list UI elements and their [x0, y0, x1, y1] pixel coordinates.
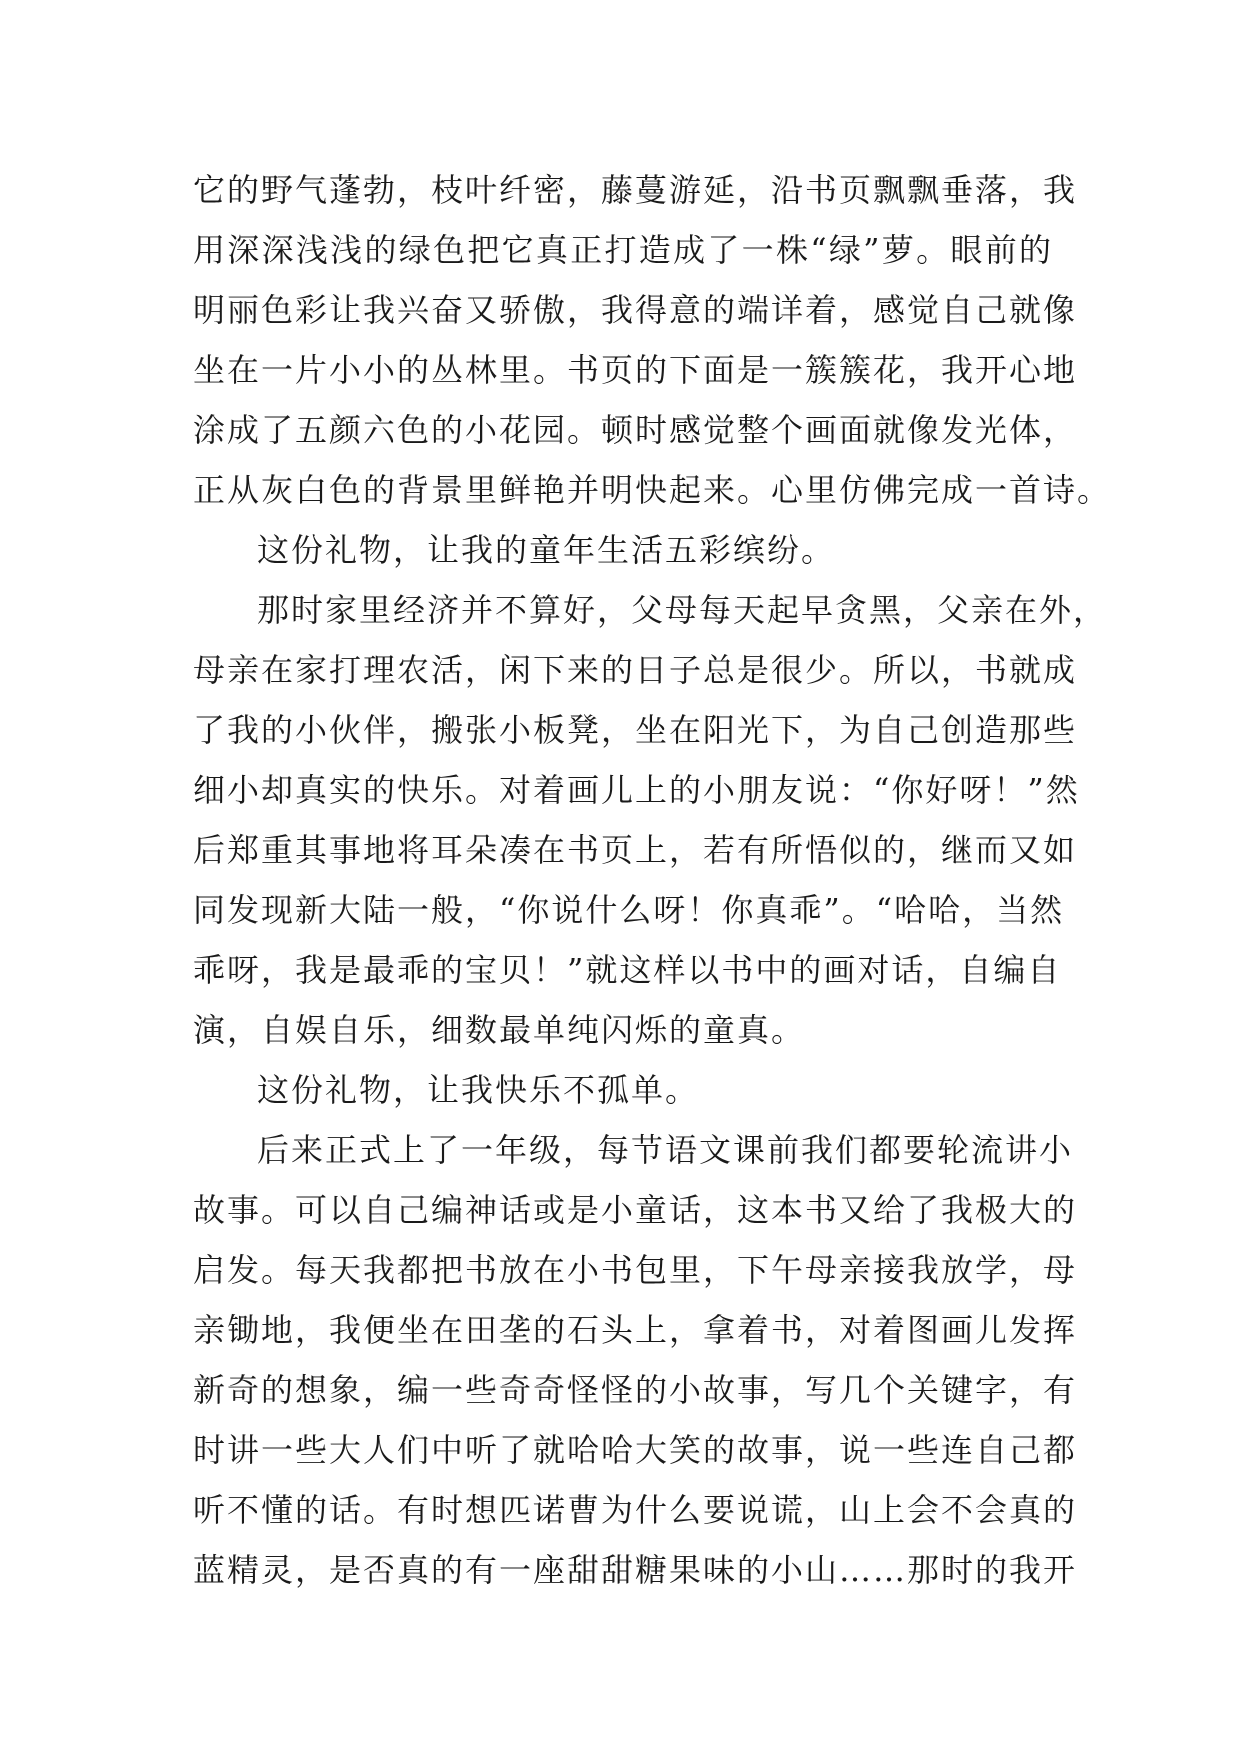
text-line: 后来正式上了一年级，每节语文课前我们都要轮流讲小 [257, 1131, 1074, 1169]
text-line: 它的野气蓬勃，枝叶纤密，藤蔓游延，沿书页飘飘垂落，我 [193, 171, 1078, 209]
text-line: 同发现新大陆一般，“你说什么呀！你真乖”。“哈哈，当然 [193, 891, 1065, 929]
text-line: 听不懂的话。有时想匹诺曹为什么要说谎，山上会不会真的 [193, 1491, 1078, 1529]
text-line: 了我的小伙伴，搬张小板凳，坐在阳光下，为自己创造那些 [193, 711, 1078, 749]
text-line: 启发。每天我都把书放在小书包里，下午母亲接我放学，母 [193, 1251, 1078, 1289]
text-line: 涂成了五颜六色的小花园。顿时感觉整个画面就像发光体， [193, 411, 1078, 449]
body-text [193, 160, 1112, 1600]
text-line: 细小却真实的快乐。对着画儿上的小朋友说：“你好呀！”然 [193, 771, 1080, 809]
text-line: 后郑重其事地将耳朵凑在书页上，若有所悟似的，继而又如 [193, 831, 1078, 869]
text-line: 新奇的想象，编一些奇奇怪怪的小故事，写几个关键字，有 [193, 1371, 1078, 1409]
text-line: 蓝精灵，是否真的有一座甜甜糖果味的小山……那时的我开 [193, 1551, 1078, 1589]
text-line: 这份礼物，让我快乐不孤单。 [257, 1071, 700, 1109]
text-line: 正从灰白色的背景里鲜艳并明快起来。心里仿佛完成一首诗。 [193, 471, 1112, 509]
text-line: 演，自娱自乐，细数最单纯闪烁的童真。 [193, 1011, 806, 1049]
text-line: 时讲一些大人们中听了就哈哈大笑的故事，说一些连自己都 [193, 1431, 1078, 1469]
text-line: 这份礼物，让我的童年生活五彩缤纷。 [257, 531, 836, 569]
text-line: 那时家里经济并不算好，父母每天起早贪黑，父亲在外， [257, 591, 1108, 629]
text-line: 母亲在家打理农活，闲下来的日子总是很少。所以，书就成 [193, 651, 1078, 689]
text-line: 乖呀，我是最乖的宝贝！”就这样以书中的画对话，自编自 [193, 951, 1062, 989]
text-line: 用深深浅浅的绿色把它真正打造成了一株“绿”萝。眼前的 [193, 231, 1053, 269]
text-line: 坐在一片小小的丛林里。书页的下面是一簇簇花，我开心地 [193, 351, 1078, 389]
text-line: 故事。可以自己编神话或是小童话，这本书又给了我极大的 [193, 1191, 1078, 1229]
text-line: 明丽色彩让我兴奋又骄傲，我得意的端详着，感觉自己就像 [193, 291, 1078, 329]
text-line: 亲锄地，我便坐在田垄的石头上，拿着书，对着图画儿发挥 [193, 1311, 1078, 1349]
